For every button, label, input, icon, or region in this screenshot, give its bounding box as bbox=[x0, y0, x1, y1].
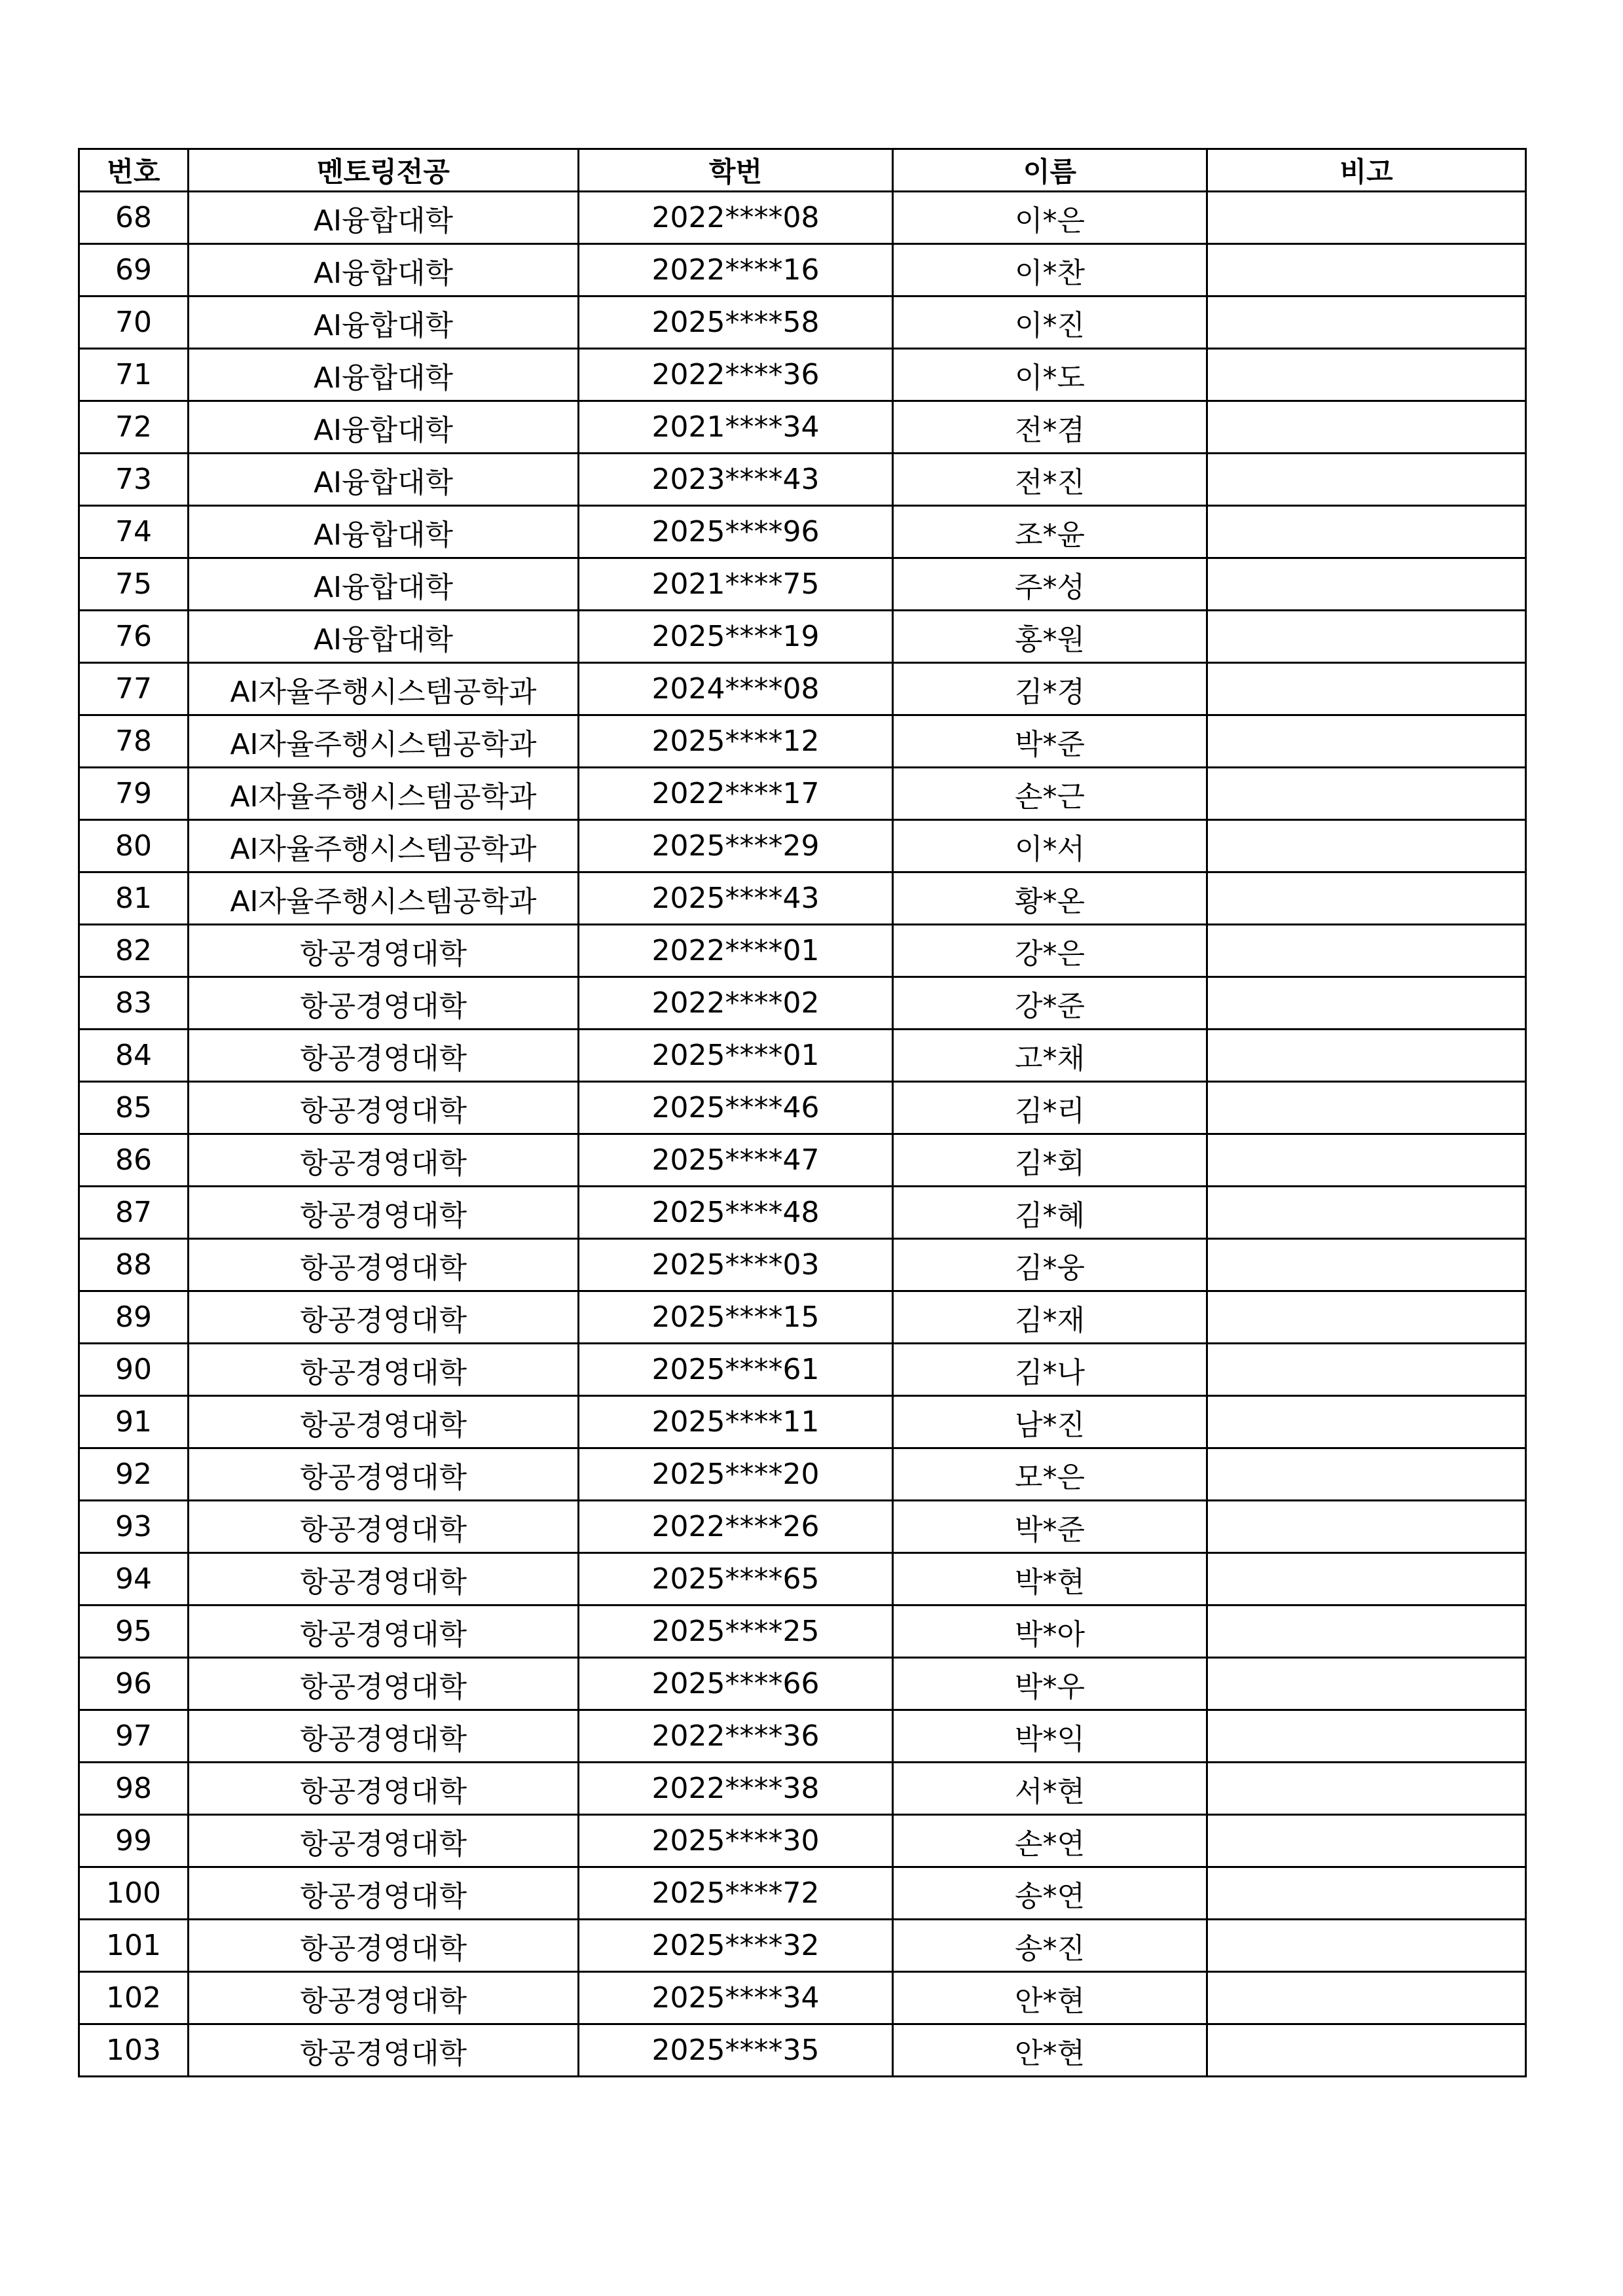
cell-student-id: 2025****35 bbox=[579, 2024, 893, 2077]
cell-major: 항공경영대학 bbox=[189, 1920, 579, 1972]
cell-note bbox=[1207, 1396, 1526, 1448]
cell-number: 88 bbox=[79, 1239, 189, 1291]
cell-note bbox=[1207, 1553, 1526, 1605]
cell-student-id: 2022****36 bbox=[579, 349, 893, 401]
cell-note bbox=[1207, 1658, 1526, 1710]
cell-student-id: 2025****47 bbox=[579, 1134, 893, 1187]
cell-major: 항공경영대학 bbox=[189, 1448, 579, 1501]
cell-number: 102 bbox=[79, 1972, 189, 2024]
cell-name: 강*준 bbox=[893, 977, 1207, 1030]
table-row bbox=[79, 1239, 1526, 1291]
table-row bbox=[79, 1763, 1526, 1815]
cell-number: 85 bbox=[79, 1082, 189, 1134]
cell-note bbox=[1207, 611, 1526, 663]
table-row bbox=[79, 506, 1526, 558]
header-number: 번호 bbox=[79, 149, 189, 192]
table-row bbox=[79, 820, 1526, 872]
table-header bbox=[79, 149, 1526, 192]
cell-major: 항공경영대학 bbox=[189, 977, 579, 1030]
cell-student-id: 2025****12 bbox=[579, 715, 893, 768]
table-row bbox=[79, 1187, 1526, 1239]
table-row bbox=[79, 1605, 1526, 1658]
table-row bbox=[79, 715, 1526, 768]
cell-major: AI융합대학 bbox=[189, 296, 579, 349]
cell-number: 96 bbox=[79, 1658, 189, 1710]
cell-note bbox=[1207, 1239, 1526, 1291]
table-body bbox=[79, 192, 1526, 2077]
table-row bbox=[79, 349, 1526, 401]
cell-name: 박*준 bbox=[893, 1501, 1207, 1553]
cell-student-id: 2025****61 bbox=[579, 1344, 893, 1396]
cell-major: AI융합대학 bbox=[189, 349, 579, 401]
cell-name: 강*은 bbox=[893, 925, 1207, 977]
cell-number: 89 bbox=[79, 1291, 189, 1344]
cell-note bbox=[1207, 349, 1526, 401]
cell-major: AI자율주행시스템공학과 bbox=[189, 820, 579, 872]
cell-number: 72 bbox=[79, 401, 189, 454]
cell-student-id: 2025****32 bbox=[579, 1920, 893, 1972]
table-row bbox=[79, 1501, 1526, 1553]
cell-note bbox=[1207, 977, 1526, 1030]
cell-name: 홍*원 bbox=[893, 611, 1207, 663]
table-row bbox=[79, 1867, 1526, 1920]
cell-student-id: 2025****58 bbox=[579, 296, 893, 349]
header-note: 비고 bbox=[1207, 149, 1526, 192]
cell-name: 안*현 bbox=[893, 2024, 1207, 2077]
cell-major: 항공경영대학 bbox=[189, 1658, 579, 1710]
cell-name: 남*진 bbox=[893, 1396, 1207, 1448]
cell-student-id: 2025****96 bbox=[579, 506, 893, 558]
cell-major: AI자율주행시스템공학과 bbox=[189, 768, 579, 820]
cell-note bbox=[1207, 401, 1526, 454]
cell-student-id: 2021****34 bbox=[579, 401, 893, 454]
cell-major: 항공경영대학 bbox=[189, 2024, 579, 2077]
table-row bbox=[79, 1344, 1526, 1396]
cell-major: 항공경영대학 bbox=[189, 1501, 579, 1553]
cell-number: 90 bbox=[79, 1344, 189, 1396]
cell-major: 항공경영대학 bbox=[189, 1291, 579, 1344]
cell-number: 100 bbox=[79, 1867, 189, 1920]
cell-number: 91 bbox=[79, 1396, 189, 1448]
cell-number: 101 bbox=[79, 1920, 189, 1972]
cell-name: 황*온 bbox=[893, 872, 1207, 925]
cell-name: 전*겸 bbox=[893, 401, 1207, 454]
cell-note bbox=[1207, 1710, 1526, 1763]
cell-student-id: 2024****08 bbox=[579, 663, 893, 715]
cell-student-id: 2025****43 bbox=[579, 872, 893, 925]
cell-number: 70 bbox=[79, 296, 189, 349]
table-row bbox=[79, 454, 1526, 506]
cell-note bbox=[1207, 715, 1526, 768]
cell-student-id: 2025****25 bbox=[579, 1605, 893, 1658]
table-row bbox=[79, 1291, 1526, 1344]
table-row bbox=[79, 1658, 1526, 1710]
cell-note bbox=[1207, 1763, 1526, 1815]
cell-name: 김*재 bbox=[893, 1291, 1207, 1344]
cell-student-id: 2025****20 bbox=[579, 1448, 893, 1501]
cell-major: AI융합대학 bbox=[189, 506, 579, 558]
table-row bbox=[79, 1815, 1526, 1867]
cell-note bbox=[1207, 1867, 1526, 1920]
cell-major: AI융합대학 bbox=[189, 192, 579, 244]
cell-major: 항공경영대학 bbox=[189, 1553, 579, 1605]
table-row bbox=[79, 1710, 1526, 1763]
table-row bbox=[79, 1082, 1526, 1134]
cell-note bbox=[1207, 1972, 1526, 2024]
cell-note bbox=[1207, 925, 1526, 977]
cell-number: 79 bbox=[79, 768, 189, 820]
cell-note bbox=[1207, 2024, 1526, 2077]
table-row bbox=[79, 1553, 1526, 1605]
cell-number: 92 bbox=[79, 1448, 189, 1501]
cell-note bbox=[1207, 663, 1526, 715]
cell-student-id: 2025****46 bbox=[579, 1082, 893, 1134]
cell-student-id: 2022****38 bbox=[579, 1763, 893, 1815]
cell-name: 모*은 bbox=[893, 1448, 1207, 1501]
cell-name: 이*진 bbox=[893, 296, 1207, 349]
cell-name: 박*아 bbox=[893, 1605, 1207, 1658]
table-row bbox=[79, 768, 1526, 820]
cell-name: 김*리 bbox=[893, 1082, 1207, 1134]
table-row bbox=[79, 192, 1526, 244]
table-row bbox=[79, 611, 1526, 663]
cell-major: AI융합대학 bbox=[189, 558, 579, 611]
cell-number: 95 bbox=[79, 1605, 189, 1658]
cell-note bbox=[1207, 1448, 1526, 1501]
cell-note bbox=[1207, 872, 1526, 925]
cell-number: 75 bbox=[79, 558, 189, 611]
cell-student-id: 2025****48 bbox=[579, 1187, 893, 1239]
header-student-id: 학번 bbox=[579, 149, 893, 192]
cell-name: 이*찬 bbox=[893, 244, 1207, 296]
cell-number: 83 bbox=[79, 977, 189, 1030]
cell-name: 김*혜 bbox=[893, 1187, 1207, 1239]
cell-name: 박*우 bbox=[893, 1658, 1207, 1710]
cell-number: 87 bbox=[79, 1187, 189, 1239]
cell-number: 76 bbox=[79, 611, 189, 663]
cell-number: 94 bbox=[79, 1553, 189, 1605]
cell-note bbox=[1207, 1134, 1526, 1187]
mentoring-roster-table bbox=[78, 148, 1527, 2077]
cell-note bbox=[1207, 1605, 1526, 1658]
table-row bbox=[79, 558, 1526, 611]
cell-major: 항공경영대학 bbox=[189, 1815, 579, 1867]
cell-student-id: 2025****72 bbox=[579, 1867, 893, 1920]
cell-note bbox=[1207, 1815, 1526, 1867]
table-row bbox=[79, 872, 1526, 925]
cell-major: 항공경영대학 bbox=[189, 1134, 579, 1187]
cell-note bbox=[1207, 558, 1526, 611]
cell-major: AI융합대학 bbox=[189, 454, 579, 506]
cell-number: 86 bbox=[79, 1134, 189, 1187]
cell-major: 항공경영대학 bbox=[189, 1239, 579, 1291]
cell-note bbox=[1207, 1030, 1526, 1082]
cell-name: 이*은 bbox=[893, 192, 1207, 244]
cell-name: 서*현 bbox=[893, 1763, 1207, 1815]
cell-student-id: 2023****43 bbox=[579, 454, 893, 506]
cell-major: 항공경영대학 bbox=[189, 925, 579, 977]
cell-student-id: 2025****30 bbox=[579, 1815, 893, 1867]
cell-name: 손*연 bbox=[893, 1815, 1207, 1867]
cell-student-id: 2025****34 bbox=[579, 1972, 893, 2024]
cell-name: 박*준 bbox=[893, 715, 1207, 768]
cell-student-id: 2022****02 bbox=[579, 977, 893, 1030]
cell-student-id: 2022****26 bbox=[579, 1501, 893, 1553]
table-row bbox=[79, 925, 1526, 977]
header-row bbox=[79, 149, 1526, 192]
cell-major: AI융합대학 bbox=[189, 401, 579, 454]
table-row bbox=[79, 663, 1526, 715]
cell-major: AI융합대학 bbox=[189, 611, 579, 663]
cell-major: 항공경영대학 bbox=[189, 1187, 579, 1239]
cell-student-id: 2025****01 bbox=[579, 1030, 893, 1082]
cell-note bbox=[1207, 244, 1526, 296]
cell-number: 69 bbox=[79, 244, 189, 296]
cell-note bbox=[1207, 1187, 1526, 1239]
cell-name: 전*진 bbox=[893, 454, 1207, 506]
cell-note bbox=[1207, 296, 1526, 349]
cell-major: 항공경영대학 bbox=[189, 1605, 579, 1658]
cell-number: 103 bbox=[79, 2024, 189, 2077]
cell-major: 항공경영대학 bbox=[189, 1763, 579, 1815]
cell-note bbox=[1207, 768, 1526, 820]
cell-number: 84 bbox=[79, 1030, 189, 1082]
table-row bbox=[79, 2024, 1526, 2077]
cell-student-id: 2025****29 bbox=[579, 820, 893, 872]
cell-number: 80 bbox=[79, 820, 189, 872]
cell-major: 항공경영대학 bbox=[189, 1710, 579, 1763]
cell-note bbox=[1207, 1920, 1526, 1972]
cell-name: 안*현 bbox=[893, 1972, 1207, 2024]
table-row bbox=[79, 1448, 1526, 1501]
cell-number: 82 bbox=[79, 925, 189, 977]
cell-student-id: 2025****65 bbox=[579, 1553, 893, 1605]
cell-student-id: 2025****03 bbox=[579, 1239, 893, 1291]
cell-note bbox=[1207, 454, 1526, 506]
cell-note bbox=[1207, 506, 1526, 558]
cell-number: 71 bbox=[79, 349, 189, 401]
cell-number: 98 bbox=[79, 1763, 189, 1815]
table-row bbox=[79, 244, 1526, 296]
cell-number: 73 bbox=[79, 454, 189, 506]
header-name: 이름 bbox=[893, 149, 1207, 192]
cell-name: 조*윤 bbox=[893, 506, 1207, 558]
cell-name: 김*나 bbox=[893, 1344, 1207, 1396]
cell-student-id: 2025****15 bbox=[579, 1291, 893, 1344]
cell-student-id: 2021****75 bbox=[579, 558, 893, 611]
cell-name: 이*서 bbox=[893, 820, 1207, 872]
cell-name: 손*근 bbox=[893, 768, 1207, 820]
table-row bbox=[79, 1920, 1526, 1972]
cell-note bbox=[1207, 1291, 1526, 1344]
cell-number: 77 bbox=[79, 663, 189, 715]
cell-major: 항공경영대학 bbox=[189, 1344, 579, 1396]
cell-name: 송*연 bbox=[893, 1867, 1207, 1920]
cell-name: 박*익 bbox=[893, 1710, 1207, 1763]
cell-number: 93 bbox=[79, 1501, 189, 1553]
cell-number: 78 bbox=[79, 715, 189, 768]
header-major: 멘토링전공 bbox=[189, 149, 579, 192]
cell-name: 이*도 bbox=[893, 349, 1207, 401]
cell-note bbox=[1207, 820, 1526, 872]
cell-student-id: 2022****08 bbox=[579, 192, 893, 244]
cell-note bbox=[1207, 1344, 1526, 1396]
table-row bbox=[79, 401, 1526, 454]
cell-name: 박*현 bbox=[893, 1553, 1207, 1605]
cell-major: AI자율주행시스템공학과 bbox=[189, 715, 579, 768]
cell-number: 97 bbox=[79, 1710, 189, 1763]
cell-major: 항공경영대학 bbox=[189, 1867, 579, 1920]
cell-major: 항공경영대학 bbox=[189, 1972, 579, 2024]
table-row bbox=[79, 1134, 1526, 1187]
cell-major: AI자율주행시스템공학과 bbox=[189, 663, 579, 715]
cell-student-id: 2025****66 bbox=[579, 1658, 893, 1710]
cell-name: 고*채 bbox=[893, 1030, 1207, 1082]
cell-student-id: 2025****11 bbox=[579, 1396, 893, 1448]
cell-student-id: 2022****16 bbox=[579, 244, 893, 296]
table-row bbox=[79, 1396, 1526, 1448]
cell-note bbox=[1207, 1082, 1526, 1134]
cell-note bbox=[1207, 1501, 1526, 1553]
cell-student-id: 2022****01 bbox=[579, 925, 893, 977]
cell-major: AI자율주행시스템공학과 bbox=[189, 872, 579, 925]
cell-note bbox=[1207, 192, 1526, 244]
cell-number: 74 bbox=[79, 506, 189, 558]
cell-student-id: 2022****17 bbox=[579, 768, 893, 820]
cell-student-id: 2025****19 bbox=[579, 611, 893, 663]
cell-name: 김*경 bbox=[893, 663, 1207, 715]
cell-number: 81 bbox=[79, 872, 189, 925]
cell-number: 99 bbox=[79, 1815, 189, 1867]
cell-major: 항공경영대학 bbox=[189, 1030, 579, 1082]
table-row bbox=[79, 1972, 1526, 2024]
cell-major: AI융합대학 bbox=[189, 244, 579, 296]
table-row bbox=[79, 296, 1526, 349]
cell-major: 항공경영대학 bbox=[189, 1396, 579, 1448]
cell-name: 주*성 bbox=[893, 558, 1207, 611]
cell-number: 68 bbox=[79, 192, 189, 244]
cell-student-id: 2022****36 bbox=[579, 1710, 893, 1763]
table-row bbox=[79, 977, 1526, 1030]
cell-name: 김*웅 bbox=[893, 1239, 1207, 1291]
cell-name: 송*진 bbox=[893, 1920, 1207, 1972]
cell-major: 항공경영대학 bbox=[189, 1082, 579, 1134]
table-row bbox=[79, 1030, 1526, 1082]
cell-name: 김*회 bbox=[893, 1134, 1207, 1187]
